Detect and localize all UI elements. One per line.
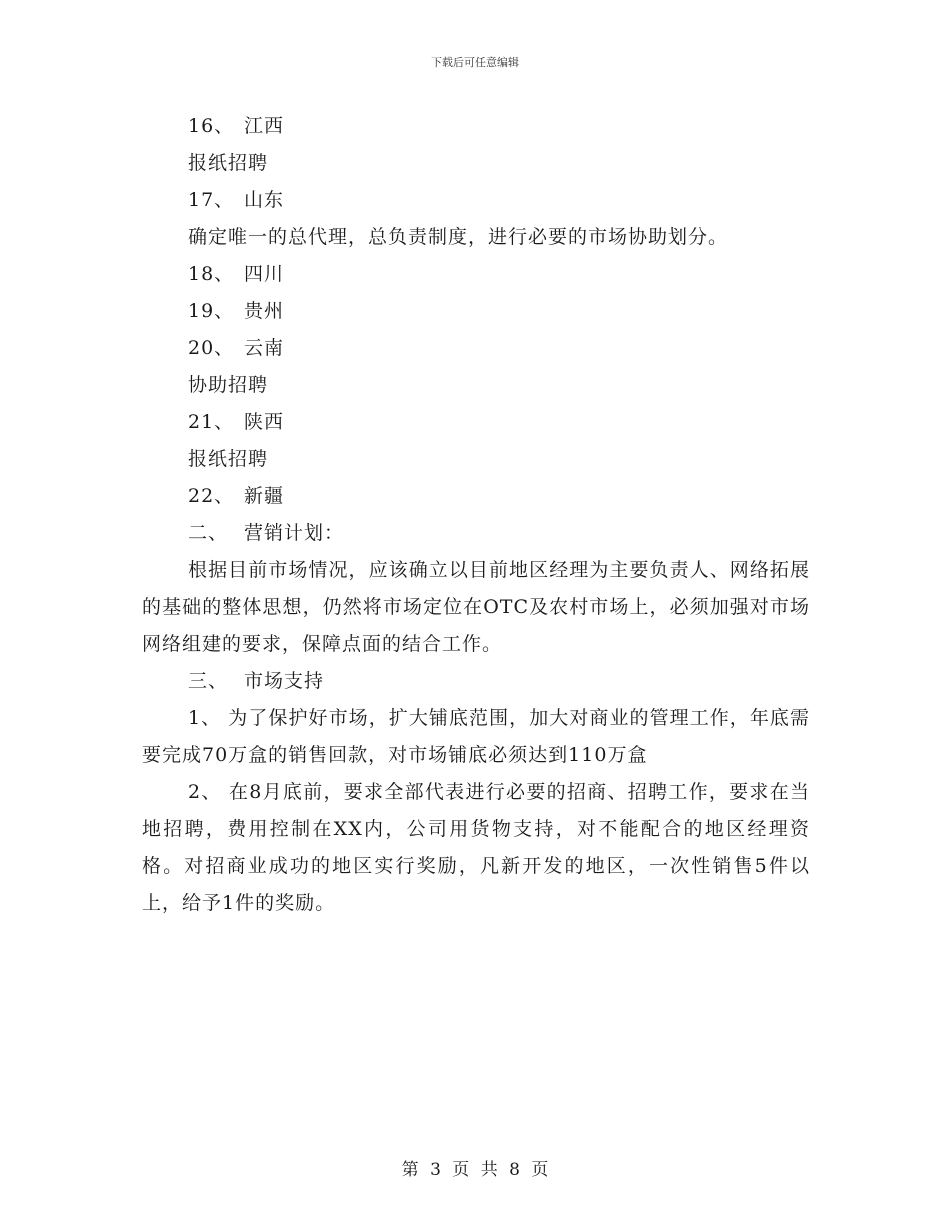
item-number: 19、 — [188, 300, 235, 322]
section-number: 三、 — [188, 670, 229, 692]
item-number: 17、 — [188, 189, 235, 211]
item-number: 21、 — [188, 411, 235, 433]
item-title: 山东 — [244, 189, 285, 211]
paragraph-support-1: 1、 为了保护好市场，扩大铺底范围，加大对商业的管理工作，年底需要完成70万盒的销售回款，对市场铺底必须达到110万盒 — [142, 707, 810, 766]
item-title: 贵州 — [244, 300, 285, 322]
list-item-shandong — [142, 182, 810, 219]
item-title: 新疆 — [244, 485, 285, 507]
item-title: 云南 — [244, 337, 285, 359]
item-number: 22、 — [188, 485, 235, 507]
list-item-guizhou — [142, 293, 810, 330]
body-line: 协助招聘 — [188, 374, 269, 396]
item-title: 陕西 — [244, 411, 285, 433]
document-body — [142, 108, 810, 922]
page-header-note: 下载后可任意编辑 — [431, 56, 519, 69]
paragraph-support-2: 2、 在8月底前，要求全部代表进行必要的招商、招聘工作，要求在当地招聘，费用控制在XX内，公司用货物支持，对不能配合的地区经理资格。对招商业成功的地区实行奖励，凡新开发的地区，一次性销售5件以上，给予1件的奖励。 — [142, 781, 810, 914]
list-item-sichuan — [142, 256, 810, 293]
section-heading-market-support — [142, 663, 810, 700]
item-number: 18、 — [188, 263, 235, 285]
item-title: 四川 — [244, 263, 285, 285]
body-line: 确定唯一的总代理，总负责制度，进行必要的市场协助划分。 — [188, 226, 729, 248]
list-item-jiangxi — [142, 108, 810, 145]
item-number: 20、 — [188, 337, 235, 359]
section-number: 二、 — [188, 522, 229, 544]
section-title: 营销计划： — [244, 522, 345, 544]
page-number-footer: 第 3 页 共 8 页 — [401, 1160, 549, 1180]
body-line: 报纸招聘 — [188, 152, 269, 174]
section-title: 市场支持 — [244, 670, 325, 692]
item-title: 江西 — [244, 115, 285, 137]
list-item-xinjiang — [142, 478, 810, 515]
list-item-yunnan — [142, 330, 810, 367]
section-heading-marketing-plan — [142, 515, 810, 552]
paragraph-marketing-plan: 根据目前市场情况，应该确立以目前地区经理为主要负责人、网络拓展的基础的整体思想，仍然将市场定位在OTC及农村市场上，必须加强对市场网络组建的要求，保障点面的结合工作。 — [142, 559, 810, 655]
body-line: 报纸招聘 — [188, 448, 269, 470]
item-number: 16、 — [188, 115, 235, 137]
list-item-shaanxi — [142, 404, 810, 441]
